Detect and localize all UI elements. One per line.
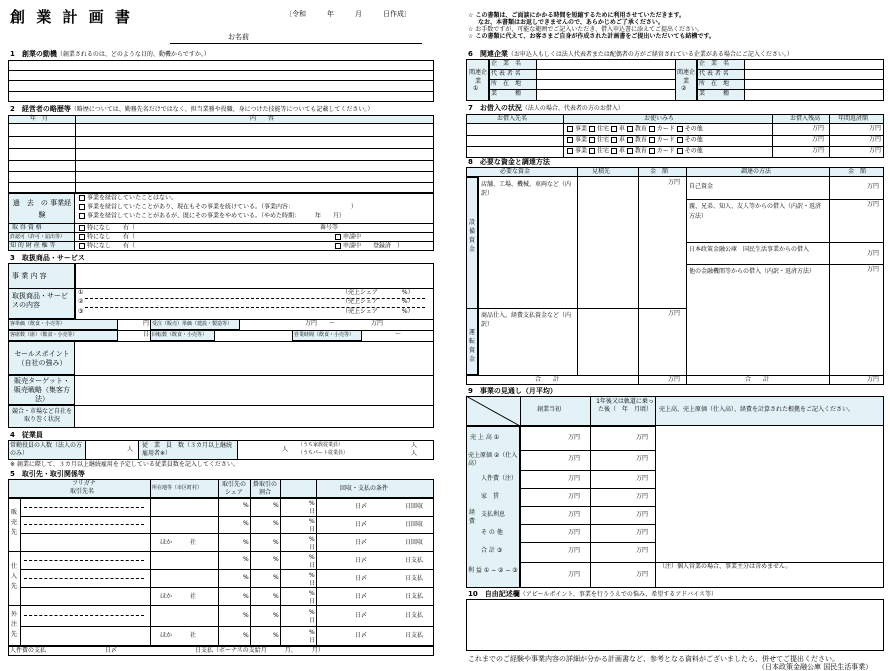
business-plan-form: 創 業 計 画 書 〔令和 年 月 日作成〕 お名前 1 創業の動機（創業されるのは、どのような目的、動機からですか。） 2 経営者の略歴等（略歴については、勤務先名だけではなく、担当業務や役職、身につけた技能等についても記載してください。） 年 月 内 容 過 去 の 事業経験 事業を経営していたことはない。 事業を経営していたことがあり、現在もその事業を続けている。（事業内容： ） 事業を経営していたことがあるが、既にその事業をやめている。（やめた時期： 年 月） 取 得 資 格 特になし 有（ 番号等 許認可（許可・届出等） 特になし 有（ 申請中 知 的 財 産 権 等 特になし 有（ 申請中 登録済 ） 3 取扱商品・サービス 事 業 内 容 取扱商品・サービスの内容 ① ② ③ （売上シェア %） （売上シェア %） （売上シェア %） 客単価（飲食・小売等） 円 受注（販売）単価（建設・製造等） 万円 〜 万円 客席数（席）（飲食・小売等） 日 回転数（飲食・小売等） 営業時間（飲食・小売等） 〜 セールスポイント（自社の強み） 販売ターゲット・販売戦略（集客方法） 競合・市場など自社を取り巻く状況 4 従業員 常勤役員の人数（法人の方のみ） 人 従 業 員 数（３カ月以上継続雇用者※） 人 （うち家族従業員） （うちパート従業員） 人 人 ※ 創業に際して、３カ月以上継続雇用を予定している従業員数を記入してください。 5 取引先・取引関係等 フリガナ 取引先名 所在地等（市区町村） 取引先のシェア 掛取引の割合 回収・支払の条件 販売先 仕入先 外注先 % % % 日 日〆 日回収 % % % 日 日〆 日回収 ほか 社 % % % 日 日〆 日回収 % % % 日 日〆 日支払 % % % 日 日〆 日支払 ほか 社 % % % 日 日〆 日支払 % % % 日 日〆 日支払 ほか 社 % % % 日 日〆 日支払 人件費の支払 日〆 日支払（ボーナスの支給月 月、 月） ☆ この書類は、ご面談にかかる時間を短縮するために利用させていただきます。 なお、本書類はお返しできませんので、あらかじめご了承ください。 ☆ お手数ですが、可能な範囲でご記入いただき、借入申込書に添えてご提出ください。 ☆ この書類に代えて、お客さまご自身が作成された計画書をご提出いただいても結構です。 6 関連企業（お申込人もしくは法人代表者または配偶者の方がご経営されている企業がある場合にご記入ください。） 関連企業 ① 企 業 名 代 表 者 名 所 在 地 業 種 関連企業 ② 企 業 名 代 表 者 名 所 在 地 業 種 7 お借入の状況（法人の場合、代表者の方のお借入） お借入先名 お使いみち お借入残高 年間返済額 事業 住宅 車 教育 カード その他 事業 住宅 車 教育 カード その他 事業 住宅 車 教育 カード その他 万円 万円 万円 万円 万円 万円 8 必要な資金と調達方法 必要な資金 見積先 金 額 調達の方法 金 額 設備資金 運転資金 店舗、工場、機械、車両など（内訳） 万円 商品仕入、経費支払資金など（内訳） 万円 合 計 万円 自己資金 万円 親、兄弟、知人、友人等からの借入（内訳・返済方法） 万円 日本政策金融公庫 国民生活事業からの借入 万円 他の金融機関等からの借入（内訳・返済方法） 万円 合 計 万円 9 事業の見通し（月平均） 創業当初 1年後又は軌道に乗った後（ 年 月頃） 売上高、売上原価（仕入高）、経費を計算された根拠をご記入ください。 売 上 高 ① 売上原価 ②（仕入高） 経費 人件費（注） 家 賃 支払利息 そ の 他 合 計 ③ 利 益 ① − ② − ③ 万円 万円 万円 万円 万円 万円 万円 万円 万円 万円 万円 万円 万円 万円 万円 万円 （注）個人営業の場合、事業主分は含めません。 10 自由記述欄（アピールポイント、事業を行ううえでの悩み、希望するアドバイス等） これまでのご経験や事業内容の詳細が分かる計画書など、参考となる資料がございましたら、併せてご提出ください。 （日本政策金融公庫 国民生活事業） (0, 0, 890, 671)
free-text-box[interactable] (466, 599, 884, 651)
s6-header: 6 関連企業（お申込人もしくは法人代表者または配偶者の方がご経営されている企業がある場合にご記入ください。） (468, 50, 793, 58)
s1-header: 1 創業の動機（創業されるのは、どのような目的、動機からですか。） (10, 50, 210, 58)
s2-header: 2 経営者の略歴等（略歴については、勤務先名だけではなく、担当業務や役職、身につけた技能等についても記載してください。） (10, 105, 374, 113)
loan-purpose-2[interactable]: 事業 住宅 車 教育 カード その他 (567, 137, 703, 144)
form-title: 創 業 計 画 書 (10, 8, 133, 26)
ip-options[interactable]: 特になし 有（ (79, 243, 135, 250)
s8-header: 8 必要な資金と調達方法 (468, 158, 550, 166)
s9-header: 9 事業の見通し（月平均） (468, 387, 557, 395)
past-option-3[interactable]: 事業を経営していたことがあるが、既にその事業をやめている。（やめた時期： 年 月） (79, 213, 345, 220)
note-1: ☆ この書類は、ご面談にかかる時間を短縮するために利用させていただきます。 (468, 12, 685, 19)
permit-options[interactable]: 特になし 有（ (79, 234, 135, 241)
date-field[interactable]: 〔令和 年 月 日作成〕 (285, 10, 411, 18)
s7-header: 7 お借入の状況（法人の場合、代表者の方のお借入） (468, 104, 624, 112)
loan-purpose-3[interactable]: 事業 住宅 車 教育 カード その他 (567, 148, 703, 155)
s3-header: 3 取扱商品・サービス (10, 254, 85, 262)
past-option-2[interactable]: 事業を経営していたことがあり、現在もその事業を続けている。（事業内容： ） (79, 204, 357, 211)
name-label: お名前 (228, 33, 249, 41)
s5-header: 5 取引先・取引関係等 (10, 470, 85, 478)
s4-header: 4 従業員 (10, 431, 43, 439)
license-options[interactable]: 特になし 有（ (79, 225, 135, 232)
permit-pending[interactable]: 申請中 (335, 234, 361, 241)
footer-note: これまでのご経験や事業内容の詳細が分かる計画書など、参考となる資料がございましたら、併せてご提出ください。 (468, 655, 839, 663)
ip-pending[interactable]: 申請中 登録済 ） (335, 243, 403, 250)
footer-org: （日本政策金融公庫 国民生活事業） (758, 663, 873, 671)
loan-purpose-1[interactable]: 事業 住宅 車 教育 カード その他 (567, 126, 703, 133)
note-3: ☆ お手数ですが、可能な範囲でご記入いただき、借入申込書に添えてご提出ください。 (468, 26, 704, 33)
past-option-1[interactable]: 事業を経営していたことはない。 (79, 195, 177, 202)
s10-header: 10 自由記述欄（アピールポイント、事業を行ううえでの悩み、希望するアドバイス等） (468, 590, 718, 598)
note-4: ☆ この書類に代えて、お客さまご自身が作成された計画書をご提出いただいても結構です。 (468, 33, 715, 40)
note-2: なお、本書類はお返しできませんので、あらかじめご了承ください。 (478, 19, 664, 26)
